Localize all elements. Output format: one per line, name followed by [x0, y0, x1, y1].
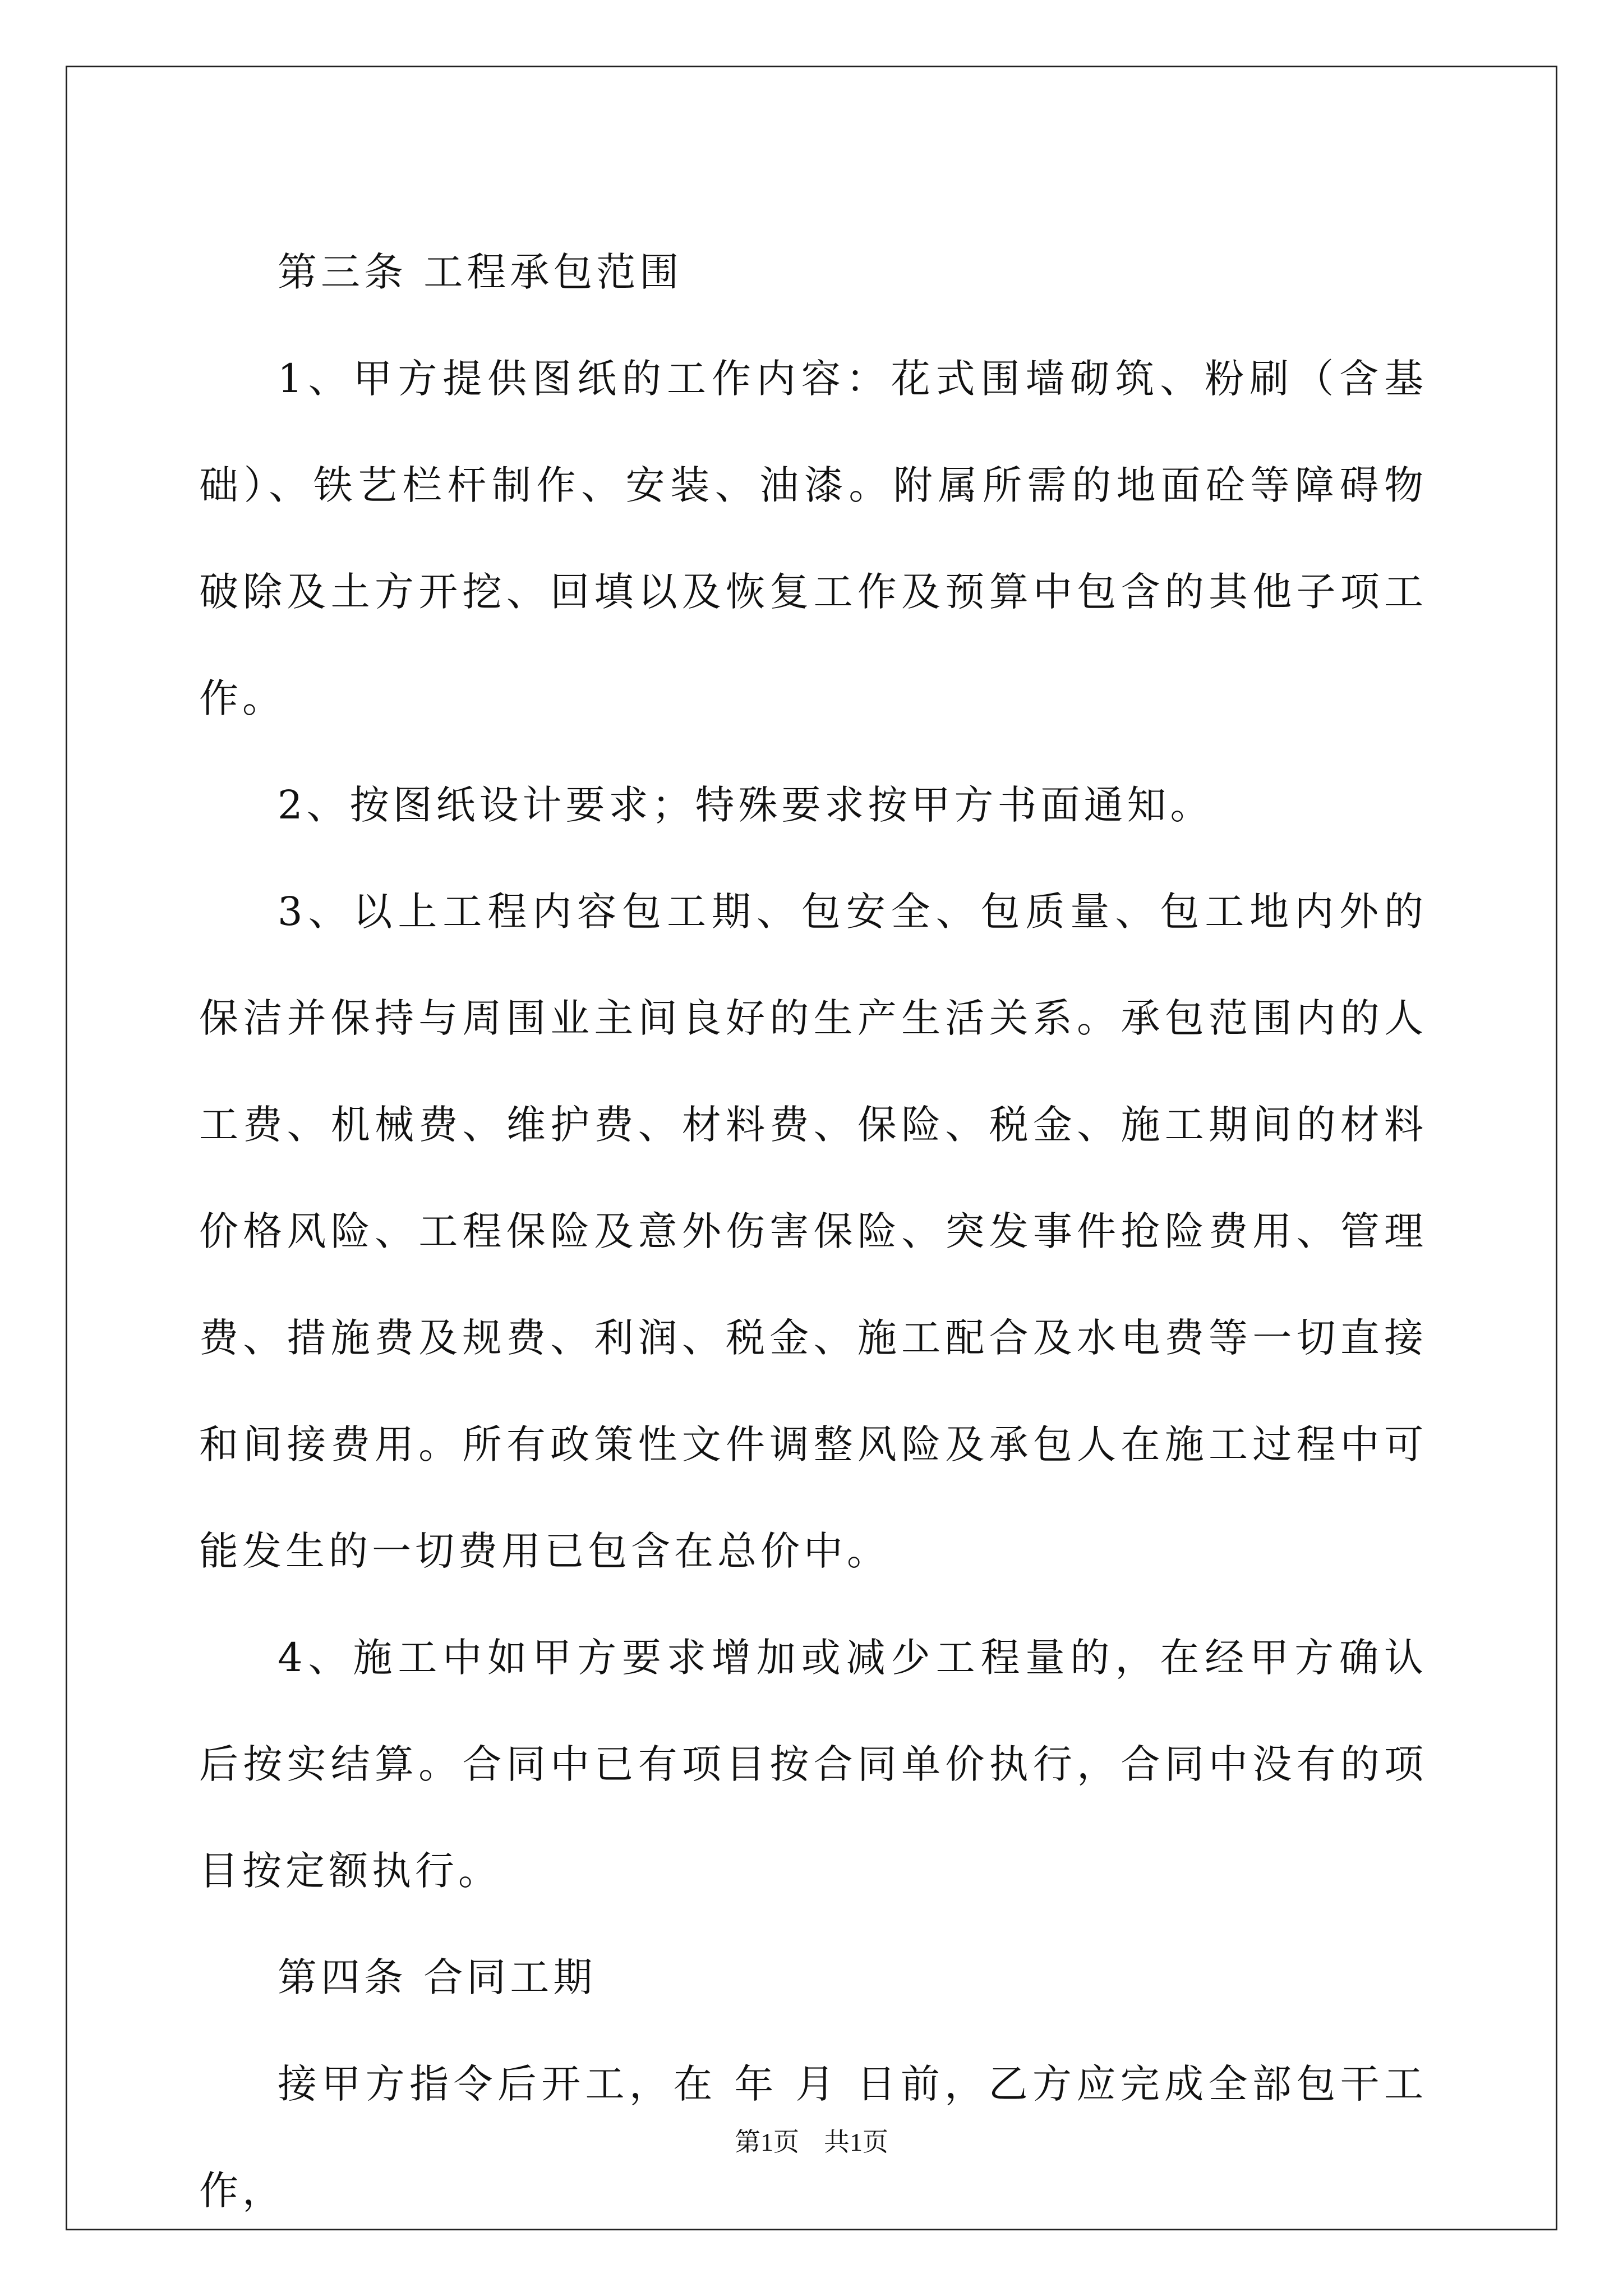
page-total: 共1页 — [824, 2128, 888, 2156]
document-body — [199, 219, 1427, 2244]
paragraph-scope-3: 3、以上工程内容包工期、包安全、包质量、包工地内外的保洁并保持与周围业主间良好的生产生活关系。承包范围内的人工费、机械费、维护费、材料费、保险、税金、施工期间的材料价格风险、工程保险及意外伤害保险、突发事件抢险费用、管理费、措施费及规费、利润、税金、施工配合及水电费等一切直接和间接费用。所有政策性文件调整风险及承包人在施工过程中可能发生的一切费用已包含在总价中。 — [199, 889, 1427, 1574]
paragraph-scope-2: 2、按图纸设计要求；特殊要求按甲方书面通知。 — [278, 782, 1214, 828]
paragraph-scope-4: 4、施工中如甲方要求增加或减少工程量的，在经甲方确认后按实结算。合同中已有项目按合同单价执行，合同中没有的项目按定额执行。 — [199, 1635, 1427, 1894]
page-number: 第1页 — [735, 2128, 799, 2156]
section-heading-3: 第三条 工程承包范围 — [278, 249, 683, 295]
paragraph-scope-1: 1、甲方提供图纸的工作内容：花式围墙砌筑、粉刷（含基础）、铁艺栏杆制作、安装、油漆。附属所需的地面砼等障碍物破除及土方开挖、回填以及恢复工作及预算中包含的其他子项工作。 — [199, 356, 1427, 721]
paragraph-schedule: 接甲方指令后开工，在 年 月 日前，乙方应完成全部包干工作， — [199, 2061, 1427, 2214]
page-footer — [0, 2122, 1623, 2159]
section-heading-4: 第四条 合同工期 — [278, 1954, 597, 2000]
